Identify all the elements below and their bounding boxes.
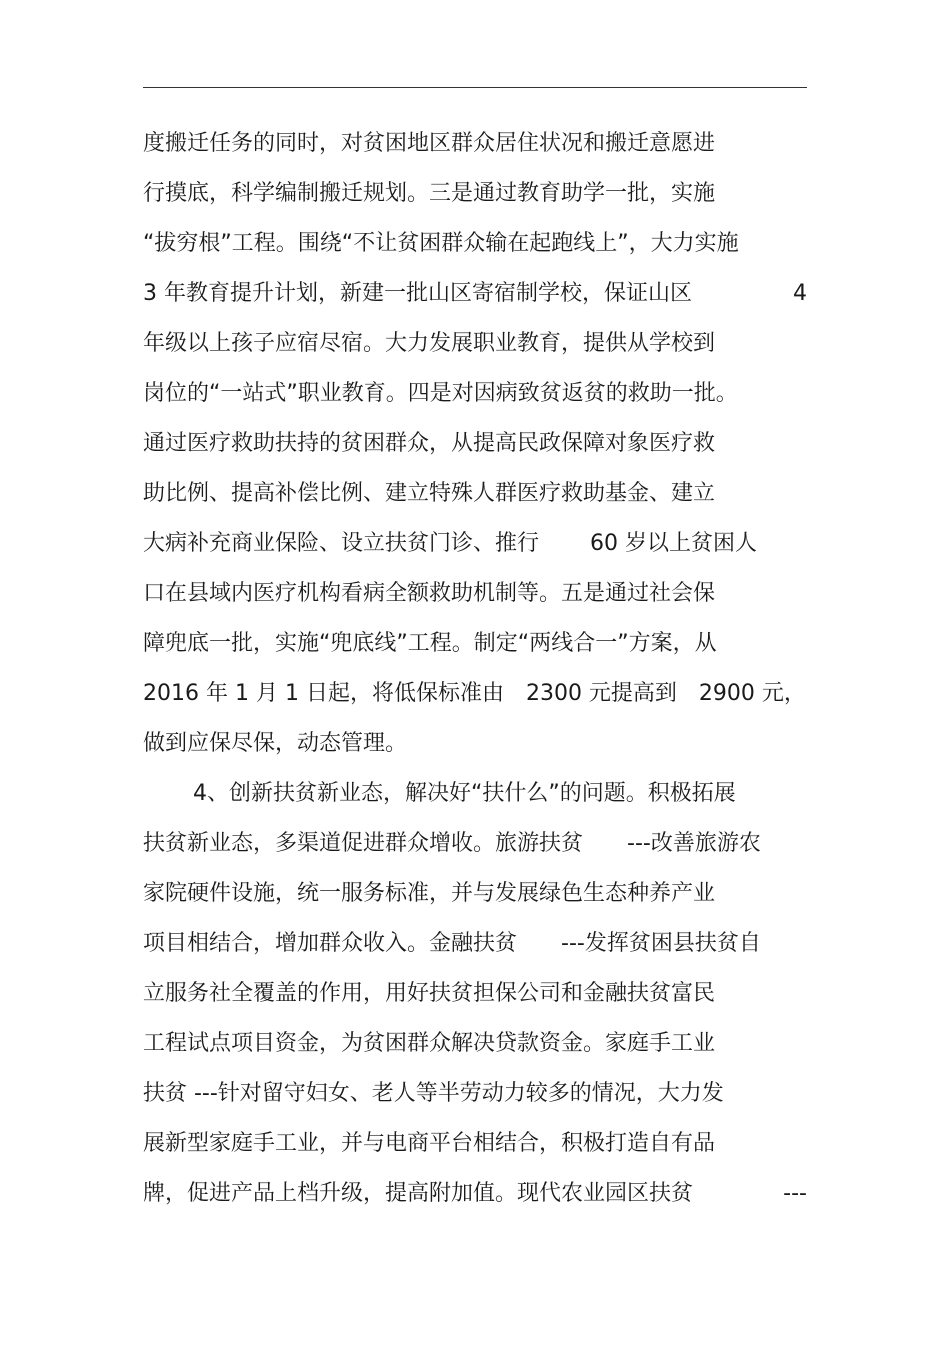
body-line [143, 1179, 807, 1209]
body-line: 岗位的“一站式”职业教育。四是对因病致贫返贫的救助一批。 [143, 381, 738, 406]
body-line: 年级以上孩子应宿尽宿。大力发展职业教育，提供从学校到 [143, 331, 716, 356]
body-line-left: 牌，促进产品上档升级，提高附加值。现代农业园区扶贫 [143, 1181, 694, 1206]
body-line: 障兜底一批，实施“兜底线”工程。制定“两线合一”方案，从 [143, 631, 717, 656]
body-line: 通过医疗救助扶持的贫困群众，从提高民政保障对象医疗救 [143, 431, 716, 456]
body-line: 行摸底，科学编制搬迁规划。三是通过教育助学一批，实施 [143, 181, 716, 206]
body-line-right: --- [783, 1181, 807, 1206]
paragraph-start-line: 4、创新扶贫新业态，解决好“扶什么”的问题。积极拓展 [193, 781, 736, 806]
body-line: 立服务社全覆盖的作用，用好扶贫担保公司和金融扶贫富民 [143, 981, 716, 1006]
body-line: 2016 年 1 月 1 日起，将低保标准由 2300 元提高到 2900 元， [143, 681, 806, 706]
body-line-left: 3 年教育提升计划，新建一批山区寄宿制学校，保证山区 [143, 281, 692, 306]
body-line: 口在县域内医疗机构看病全额救助机制等。五是通过社会保 [143, 581, 716, 606]
body-line-right: 4 [793, 281, 807, 306]
body-line: 扶贫 ---针对留守妇女、老人等半劳动力较多的情况，大力发 [143, 1081, 724, 1106]
body-line: 家院硬件设施，统一服务标准，并与发展绿色生态种养产业 [143, 881, 716, 906]
body-line: “拔穷根”工程。围绕“不让贫困群众输在起跑线上”，大力实施 [143, 231, 739, 256]
body-line [143, 279, 807, 309]
body-line: 项目相结合，增加群众收入。金融扶贫 ---发挥贫困县扶贫自 [143, 931, 761, 956]
body-line: 做到应保尽保，动态管理。 [143, 731, 408, 756]
header-rule [143, 87, 807, 88]
body-line: 展新型家庭手工业，并与电商平台相结合，积极打造自有品 [143, 1131, 716, 1156]
body-line: 工程试点项目资金，为贫困群众解决贷款资金。家庭手工业 [143, 1031, 716, 1056]
body-line: 扶贫新业态，多渠道促进群众增收。旅游扶贫 ---改善旅游农 [143, 831, 761, 856]
body-line: 大病补充商业保险、设立扶贫门诊、推行 60 岁以上贫困人 [143, 531, 757, 556]
body-line: 度搬迁任务的同时，对贫困地区群众居住状况和搬迁意愿进 [143, 131, 716, 156]
body-line: 助比例、提高补偿比例、建立特殊人群医疗救助基金、建立 [143, 481, 716, 506]
